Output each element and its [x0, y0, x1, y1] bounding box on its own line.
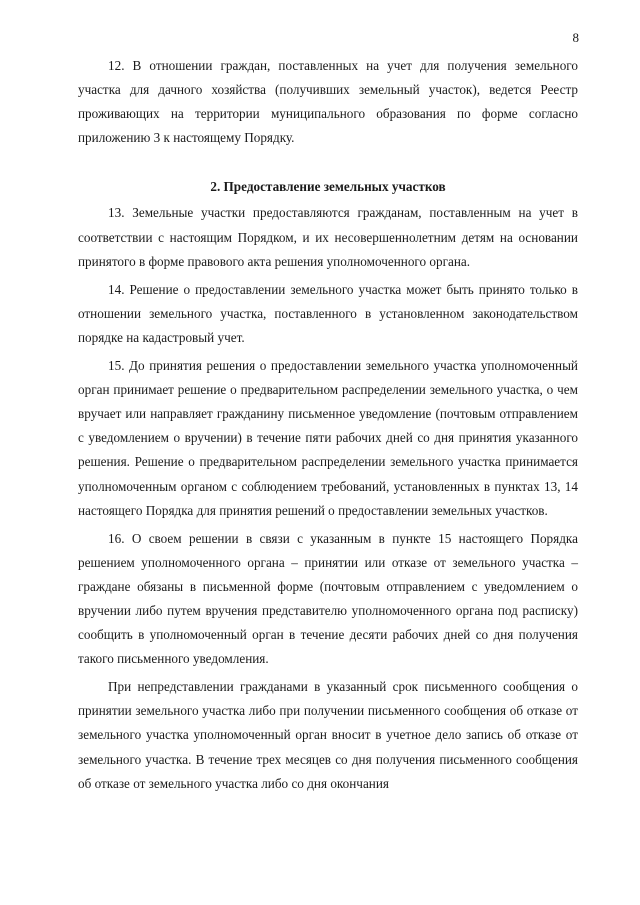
- paragraph-13: 13. Земельные участки предоставляются гражданам, поставленным на учет в соответствии с настоящим Порядком, и их несовершеннолетним детям на основании принятого в форме правового акта решения уполномоченного органа.: [78, 205, 578, 269]
- paragraph-continuation: При непредставлении гражданами в указанный срок письменного сообщения о принятии земельного участка либо при получении письменного сообщения об отказе от земельного участка уполномоченный орган вносит в учетное дело запись об отказе от земельного участка. В течение трех месяцев со дня получения письменного сообщения об отказе от земельного участка либо со дня окончания: [78, 679, 578, 791]
- section-heading: 2. Предоставление земельных участков: [210, 179, 446, 195]
- paragraph-14: 14. Решение о предоставлении земельного участка может быть принято только в отношении земельного участка, поставленного в установленном законодательством порядке на кадастровый учет.: [78, 281, 578, 345]
- document-body: [78, 54, 578, 796]
- paragraph-15: 15. До принятия решения о предоставлении земельного участка уполномоченный орган принимает решение о предварительном распределении земельного участка, о чем вручает или направляет гражданину письменное уведомление (почтовым отправлением с уведомлением о вручении) в течение пяти рабочих дней со дня принятия указанного решения. Решение о предварительном распределении земельного участка принимается уполномоченным органом с соблюдением требований, установленных в пунктах 13, 14 настоящего Порядка для принятия решений о предоставлении земельных участков.: [78, 358, 578, 518]
- paragraph-12: 12. В отношении граждан, поставленных на учет для получения земельного участка для дачного хозяйства (получивших земельный участок), ведется Реестр проживающих на территории муниципального образования по форме согласно приложению 3 к настоящему Порядку.: [78, 58, 578, 146]
- paragraph-16: 16. О своем решении в связи с указанным в пункте 15 настоящего Порядка решением уполномоченного органа – принятии или отказе от земельного участка – граждане обязаны в письменной форме (почтовым отправлением с уведомлением о вручении либо путем вручения представителю уполномоченного органа под расписку) сообщить в уполномоченный орган в течение десяти рабочих дней со дня получения такого письменного уведомления.: [78, 530, 578, 667]
- page-number: 8: [572, 30, 579, 45]
